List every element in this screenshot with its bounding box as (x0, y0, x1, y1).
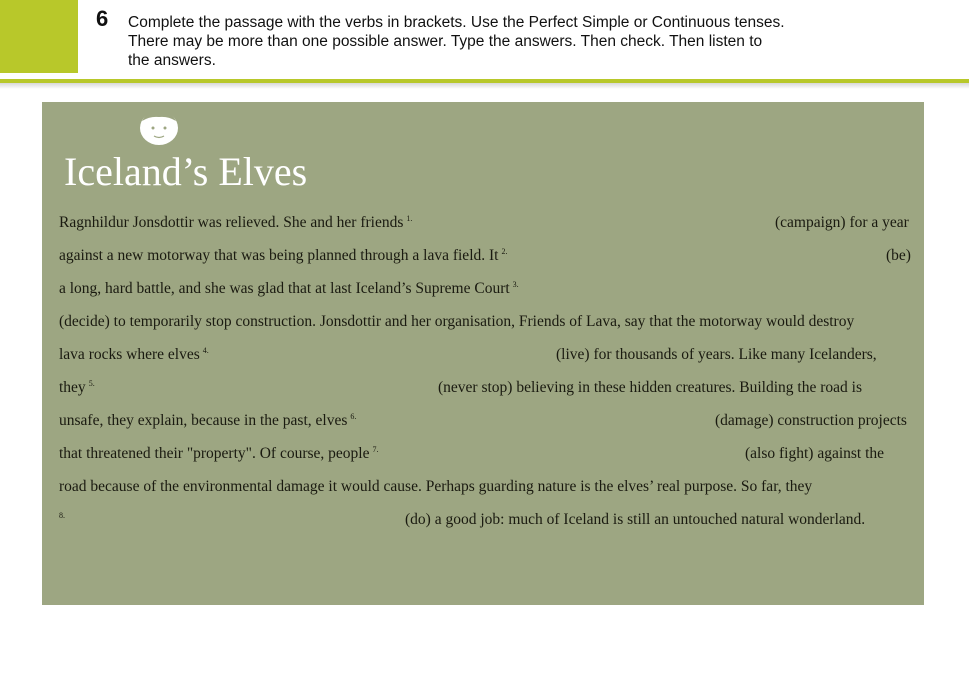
verb-hint-5: (never stop) believing in these hidden creatures. Building the road is (438, 379, 862, 396)
passage-line-4: (decide) to temporarily stop construction. Jonsdottir and her organisation, Friends of Lava, say that the motorway would destroy (59, 313, 855, 330)
elf-face-icon (134, 107, 184, 147)
answer-input-2[interactable] (552, 245, 881, 269)
answer-input-7[interactable] (412, 443, 738, 467)
verb-hint-8: (do) a good job: much of Iceland is still an untouched natural wonderland. (405, 511, 866, 528)
exercise-number: 6 (96, 6, 109, 31)
gap-number-8: 8. (59, 511, 65, 520)
verb-hint-7: (also fight) against the (745, 445, 885, 462)
answer-input-3[interactable] (560, 278, 919, 302)
gap-number-3: 3. (512, 280, 519, 289)
passage-text: lava rocks where elves (59, 346, 200, 363)
passage-line-10 (59, 511, 65, 529)
passage-line-2 (59, 247, 507, 265)
answer-input-5[interactable] (105, 377, 434, 401)
passage-line-3 (59, 280, 519, 298)
passage-line-9: road because of the environmental damage it would cause. Perhaps guarding nature is the elves’ real purpose. So far, they (59, 478, 813, 495)
gap-number-5: 5. (88, 379, 95, 388)
gap-number-4: 4. (202, 346, 209, 355)
gap-number-7: 7. (372, 445, 379, 454)
passage-line-5 (59, 346, 209, 364)
gap-number-1: 1. (406, 214, 413, 223)
verb-hint-1: (campaign) for a year (775, 214, 909, 231)
accent-block (0, 0, 78, 73)
answer-input-6[interactable] (385, 410, 709, 434)
instruction-line-2: There may be more than one possible answer. Type the answers. Then check. Then listen to (128, 33, 763, 50)
answer-input-4[interactable] (225, 344, 551, 368)
passage-text: unsafe, they explain, because in the past, elves (59, 412, 348, 429)
answer-input-1[interactable] (445, 212, 769, 236)
passage-text: a long, hard battle, and she was glad that at last Iceland’s Supreme Court (59, 280, 510, 297)
gap-number-6: 6. (350, 412, 357, 421)
instructions (128, 13, 948, 70)
verb-hint-4: (live) for thousands of years. Like many Icelanders, (556, 346, 877, 363)
instruction-line-3: the answers. (128, 52, 216, 69)
passage-line-6 (59, 379, 95, 397)
header-divider-shadow (0, 83, 969, 89)
passage-text: they (59, 379, 86, 396)
passage-line-7 (59, 412, 356, 430)
passage-line-8 (59, 445, 378, 463)
passage-line-1 (59, 214, 412, 232)
verb-hint-6: (damage) construction projects (715, 412, 907, 429)
instruction-line-1: Complete the passage with the verbs in brackets. Use the Perfect Simple or Continuous tenses. (128, 14, 785, 31)
passage-text: that threatened their "property". Of course, people (59, 445, 370, 462)
answer-input-8[interactable] (75, 509, 399, 533)
passage-text: Ragnhildur Jonsdottir was relieved. She and her friends (59, 214, 404, 231)
gap-number-2: 2. (501, 247, 508, 256)
article-title: Iceland’s Elves (64, 149, 308, 194)
verb-hint-2: (be) (886, 247, 911, 264)
passage-text: against a new motorway that was being planned through a lava field. It (59, 247, 499, 264)
